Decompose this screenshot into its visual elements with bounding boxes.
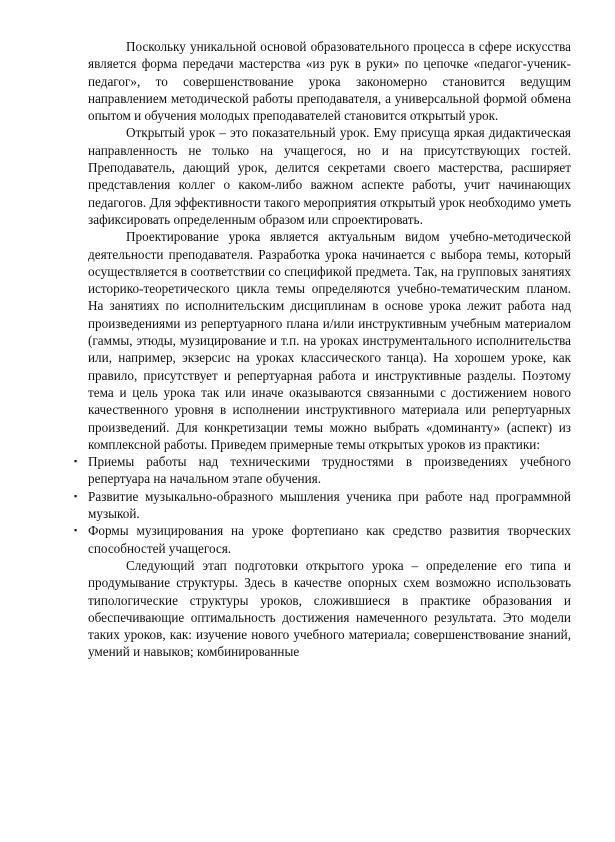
list-item — [74, 522, 571, 557]
paragraph-open-lesson: Открытый урок – это показательный урок. Ему присуща яркая дидактическая направленность не только на учащегося, но и на присутствующих гостей. Преподаватель, дающий урок, делится секретами своего мастерства, расширяет представления коллег о каком-либо важном аспекте работы, учит начинающих педагогов. Для эффективности такого мероприятия открытый урок необходимо уметь зафиксировать определенным образом или спроектировать. — [88, 125, 571, 227]
list-item — [74, 488, 571, 523]
paragraph-lesson-design: Проектирование урока является актуальным видом учебно-методической деятельности преподавателя. Разработка урока начинается с выбора темы, который осуществляется в соответствии со спецификой предмета. Так, на групповых занятиях историко-теоретического цикла темы определяются учебно-тематическим планом. На занятиях по исполнительским дисциплинам в основе урока лежит работа над произведениями из репертуарного плана и/или инструктивным учебным материалом (гаммы, этюды, музицирование и т.п. на уроках инструментального исполнительства или, например, экзерсис на уроках классического танца). На хорошем уроке, как правило, присутствует и репертуарная работа и инструктивные разделы. Поэтому тема и цель урока так или иначе оказываются связанными с достижением нового качественного уровня в исполнении инструктивного материала или репертуарных произведений. Для конкретизации темы можно выбрать «доминанту» (аспект) из комплексной работы. Приведем примерные темы открытых уроков из практики: — [88, 229, 571, 452]
list-item-text: Развитие музыкально-образного мышления ученика при работе над программной музыкой. — [88, 488, 571, 522]
list-item — [74, 453, 571, 488]
topics-list — [74, 453, 571, 557]
list-item-text: Формы музицирования на уроке фортепиано как средство развития творческих способностей учащегося. — [88, 523, 571, 556]
bullet-icon: ▪ — [74, 456, 78, 467]
bullet-icon: ▪ — [74, 525, 78, 536]
paragraph-next-stage: Следующий этап подготовки открытого урока – определение его типа и продумывание структуры. Здесь в качестве опорных схем возможно использовать типологические структуры уроков, сложившиеся в практике образования и обеспечивающие оптимальность достижения намеченного результата. Это модели таких уроков, как: изучение нового учебного материала; совершенствование знаний, умений и навыков; комбинированные — [88, 557, 571, 660]
list-item-text: Приемы работы над техническими трудностями в произведениях учебного репертуара на начальном этапе обучения. — [88, 454, 571, 487]
paragraph-intro: Поскольку уникальной основой образовательного процесса в сфере искусства является форма передачи мастерства «из рук в руки» по цепочке «педагог-ученик-педагог», то совершенствование урока закономерно становится ведущим направлением методической работы преподавателя, а универсальной формой обмена опытом и обучения молодых преподавателей становится открытый урок. — [88, 39, 571, 124]
bullet-icon: ▪ — [74, 490, 78, 501]
